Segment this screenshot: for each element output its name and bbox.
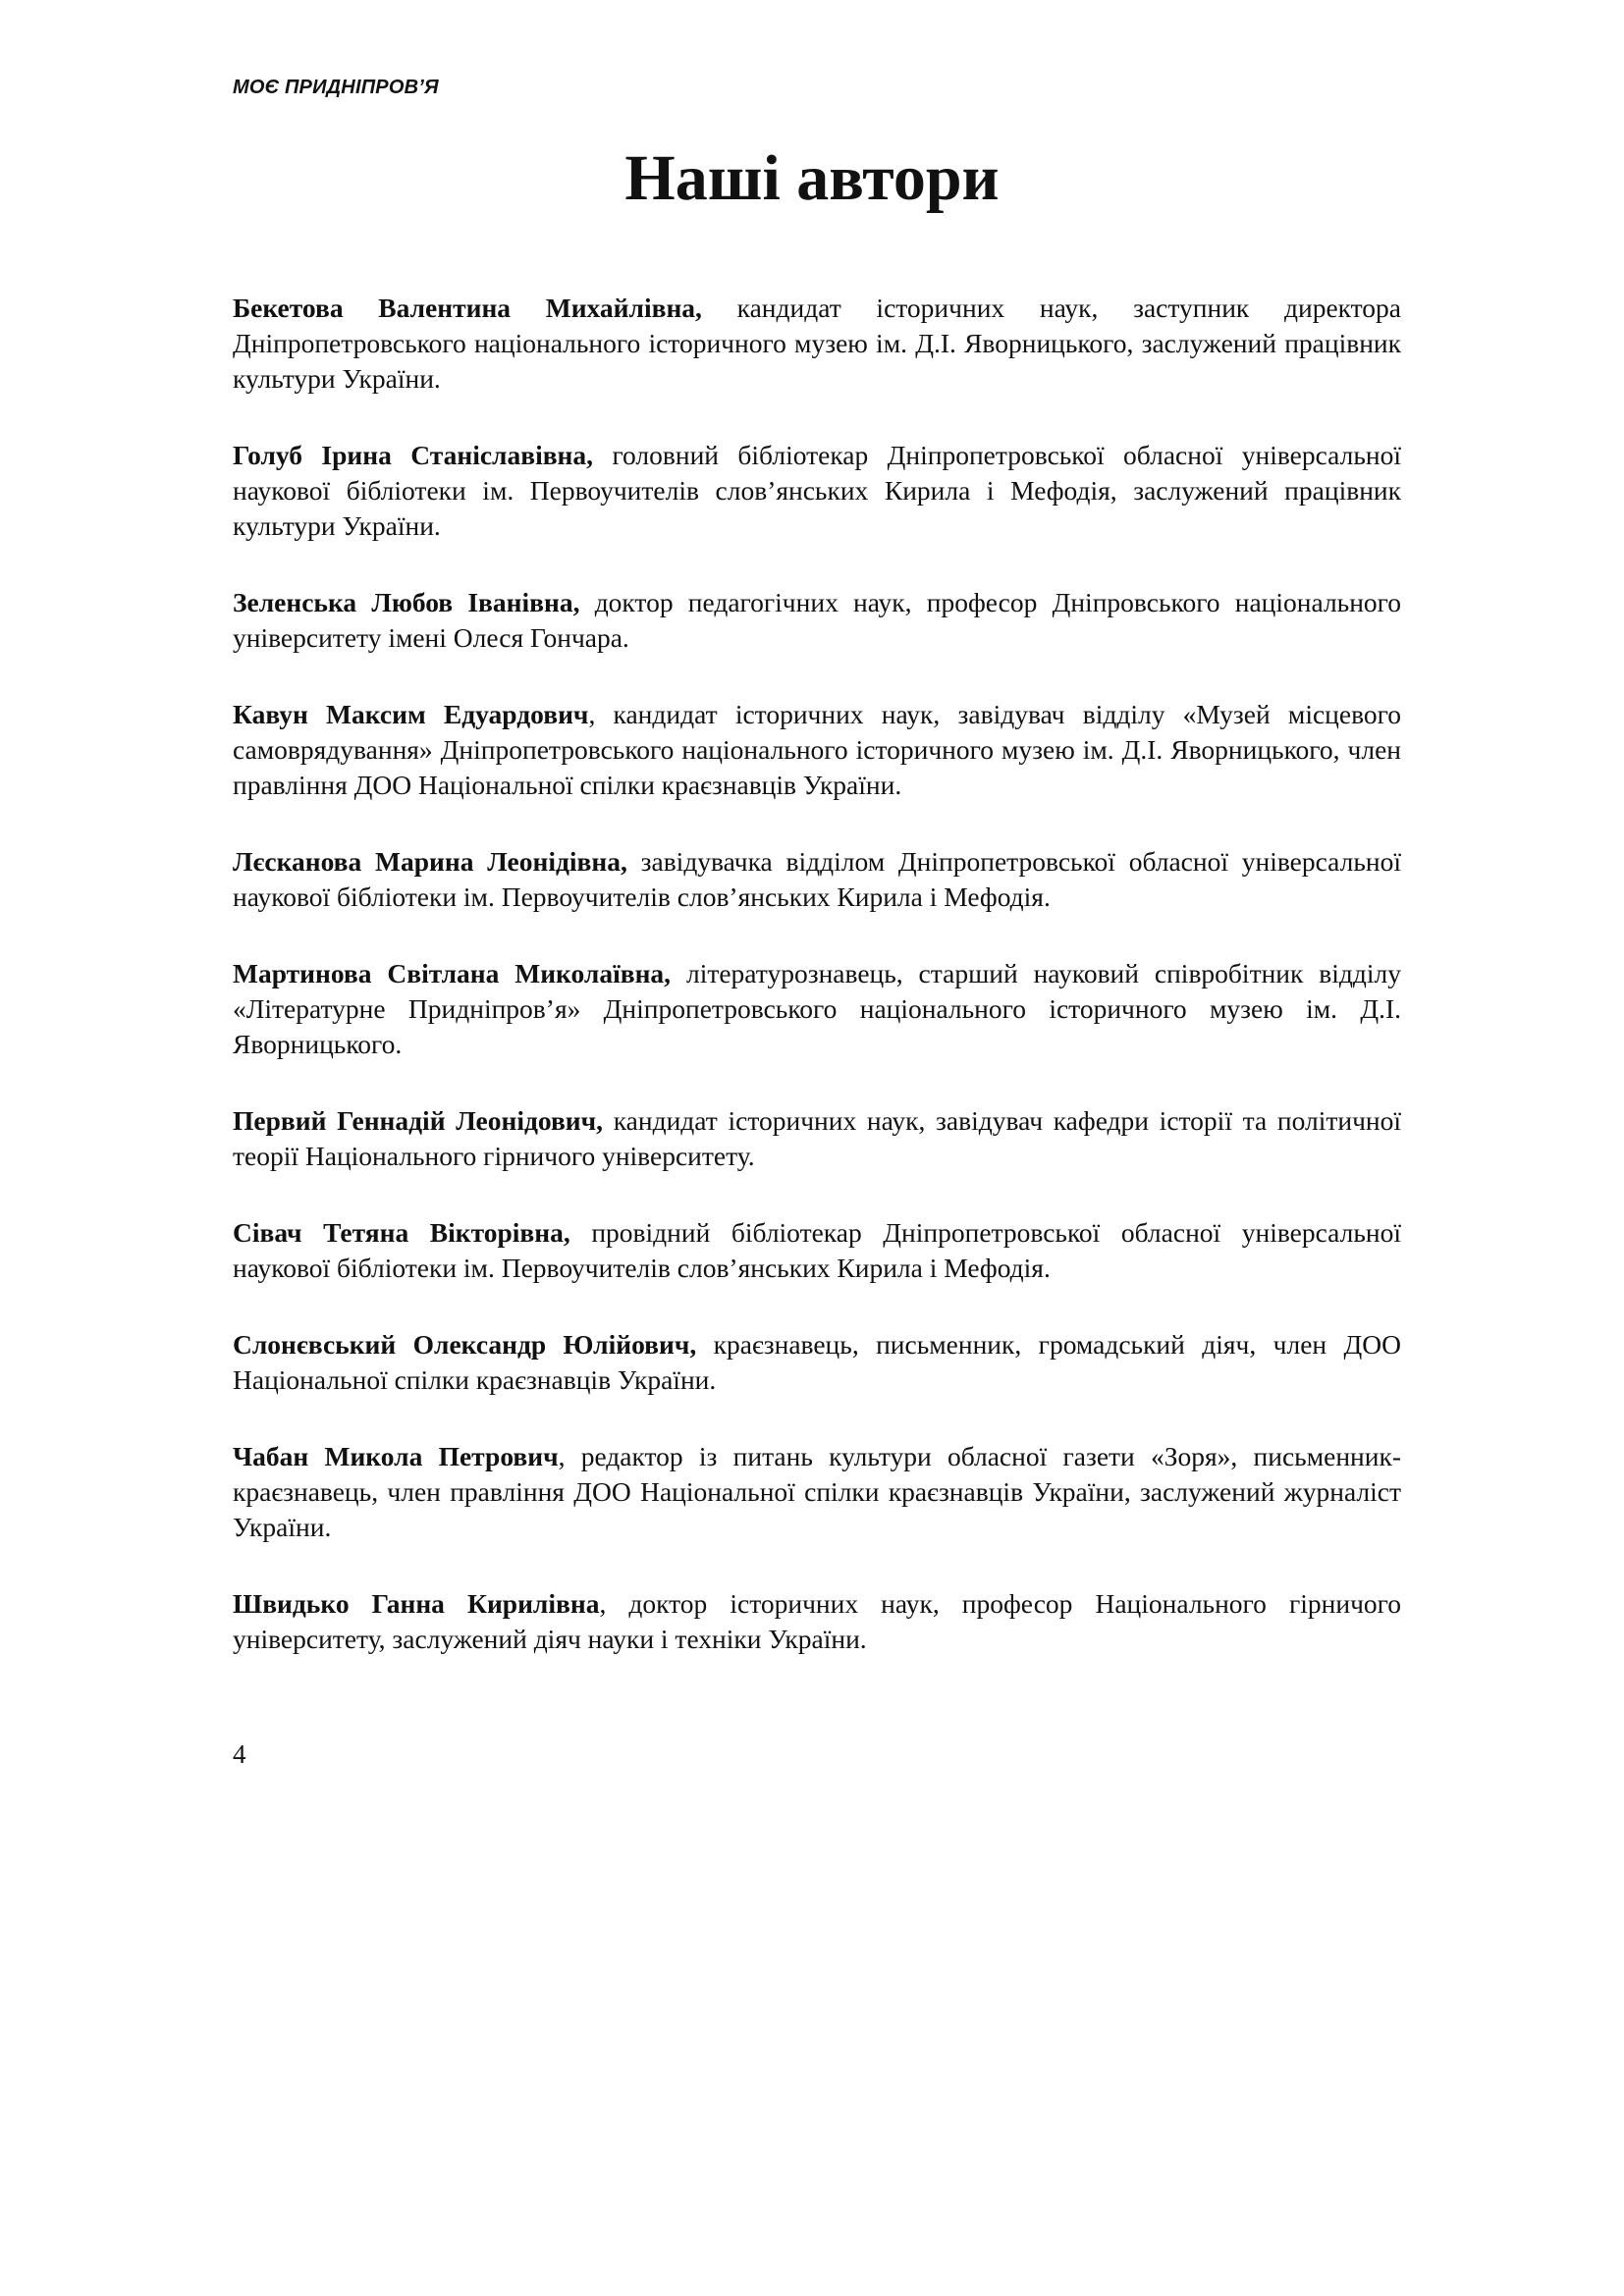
page-number: 4 bbox=[233, 1739, 246, 1769]
author-name: Мартинова Світлана Миколаївна, bbox=[233, 958, 672, 988]
running-header: МОЄ ПРИДНІПРОВ’Я bbox=[233, 77, 439, 98]
author-entry bbox=[233, 956, 1401, 1062]
author-description: краєзнавець, письменник, громадський діяч, член ДОО Національної спілки краєзнавців України. bbox=[233, 1329, 1401, 1395]
author-description: завідувачка відділом Дніпропетровської обласної універсальної наукової бібліотеки ім. Первоучителів слов’янських Кирила і Мефодія. bbox=[233, 846, 1402, 912]
author-name: Голуб Ірина Станіславівна, bbox=[233, 440, 594, 470]
author-name: Швидько Ганна Кирилівна bbox=[233, 1588, 600, 1619]
author-name: Кавун Максим Едуардович bbox=[233, 699, 589, 729]
author-description: головний бібліотекар Дніпропетровської обласної універсальної наукової бібліотеки ім. Первоучителів слов’янських Кирила і Мефодія, заслужений працівник культури України. bbox=[233, 440, 1402, 541]
author-entry bbox=[233, 438, 1401, 544]
author-name: Лєсканова Марина Леонідівна, bbox=[233, 846, 627, 877]
author-description: , доктор історичних наук, професор Національного гірничого університету, заслужений діяч науки і техніки України. bbox=[233, 1588, 1401, 1654]
page-title: Наші автори bbox=[624, 142, 1000, 214]
author-description: , кандидат історичних наук, завідувач відділу «Музей місцевого самоврядування» Дніпропетровського національного історичного музею ім. Д.І. Яворницького, член правління ДОО Національної спілки краєзнавців України. bbox=[233, 699, 1401, 800]
author-name: Бекетова Валентина Михайлівна, bbox=[233, 293, 702, 323]
author-entry bbox=[233, 1215, 1401, 1286]
author-entry bbox=[233, 291, 1401, 397]
author-name: Зеленська Любов Іванівна, bbox=[233, 587, 580, 617]
author-entry bbox=[233, 1327, 1401, 1398]
author-description: доктор педагогічних наук, професор Дніпровського національного університету імені Олеся Гончара. bbox=[233, 587, 1402, 653]
author-entry bbox=[233, 1439, 1401, 1545]
author-description: кандидат історичних наук, завідувач кафедри історії та політичної теорії Національного гірничого університету. bbox=[233, 1105, 1402, 1171]
author-entry bbox=[233, 1103, 1401, 1174]
author-name: Первий Геннадій Леонідович, bbox=[233, 1105, 604, 1136]
author-description: провідний бібліотекар Дніпропетровської обласної універсальної наукової бібліотеки ім. Первоучителів слов’янських Кирила і Мефодія. bbox=[233, 1217, 1401, 1283]
author-description: літературознавець, старший науковий співробітник відділу «Літературне Придніпров’я» Дніпропетровського національного історичного музею ім. Д.І. Яворницького. bbox=[233, 958, 1401, 1059]
author-description: , редактор із питань культури обласної газети «Зоря», письменник-краєзнавець, член правління ДОО Національної спілки краєзнавців України, заслужений журналіст України. bbox=[233, 1441, 1401, 1542]
author-name: Сівач Тетяна Вікторівна, bbox=[233, 1217, 570, 1248]
author-name: Слонєвський Олександр Юлійович, bbox=[233, 1329, 697, 1360]
author-description: кандидат історичних наук, заступник директора Дніпропетровського національного історичного музею ім. Д.І. Яворницького, заслужений працівник культури України. bbox=[233, 293, 1402, 394]
author-entry bbox=[233, 697, 1401, 803]
author-entry bbox=[233, 844, 1401, 915]
author-name: Чабан Микола Петрович bbox=[233, 1441, 559, 1471]
authors-list bbox=[233, 291, 1401, 1698]
author-entry bbox=[233, 1586, 1401, 1657]
author-entry bbox=[233, 585, 1401, 656]
